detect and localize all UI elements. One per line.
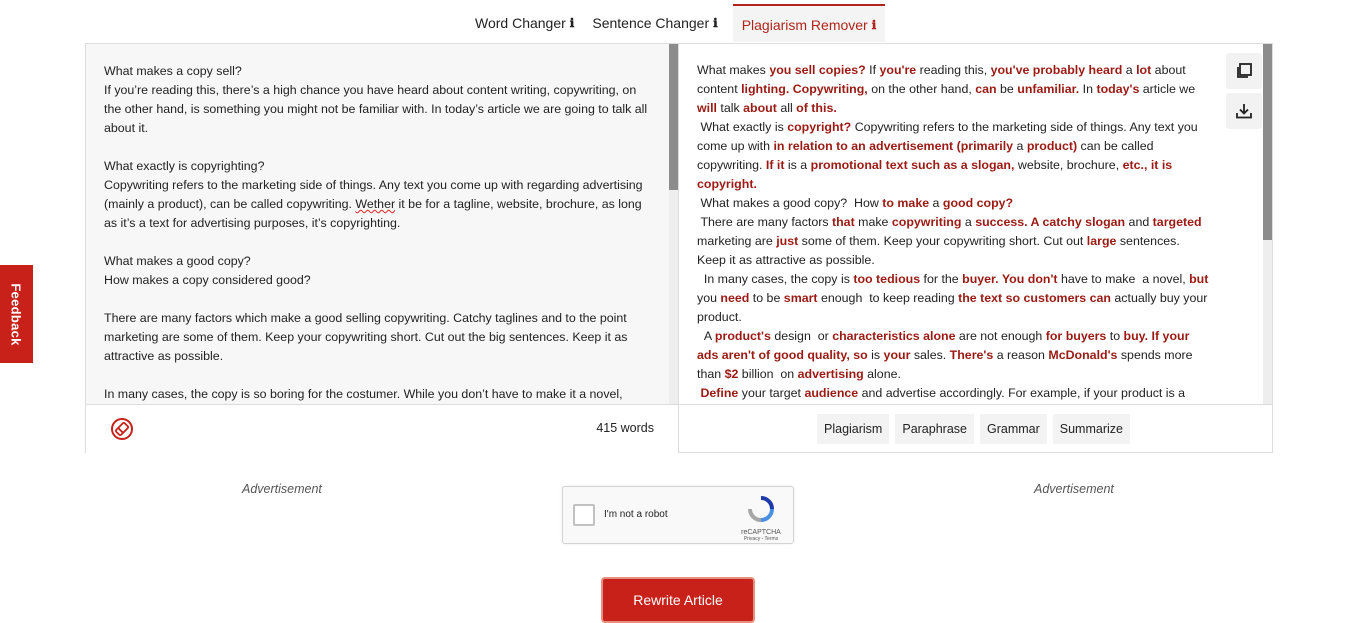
output-text: to — [1106, 329, 1124, 343]
recaptcha-icon — [747, 495, 775, 523]
output-text: is — [867, 348, 884, 362]
input-text: What makes a copy sell? — [104, 64, 242, 78]
output-text: sales. — [910, 348, 950, 362]
tool-buttons — [817, 414, 1130, 444]
rewritten-phrase[interactable]: buy. If your ads aren't of good quality, so — [697, 329, 1193, 362]
recaptcha-label: I'm not a robot — [604, 509, 668, 520]
rewritten-phrase[interactable]: need — [720, 291, 750, 305]
rewritten-phrase[interactable]: good copy? — [942, 196, 1014, 210]
output-text: to be — [749, 291, 784, 305]
input-text: it be for a tagline, website, brochure, as long as it’s a text for advertising purposes, it’s copyrighting. — [104, 197, 642, 230]
recaptcha-logo — [737, 495, 785, 542]
summarize-button[interactable]: Summarize — [1053, 414, 1130, 444]
rewritten-phrase[interactable]: audience — [804, 386, 859, 400]
rewritten-phrase[interactable]: copyright? — [787, 120, 852, 134]
output-text: marketing are — [697, 215, 1206, 248]
download-icon — [1235, 102, 1253, 120]
eraser-icon[interactable] — [108, 415, 136, 443]
output-paragraph — [697, 118, 1210, 194]
spelling-error[interactable]: Wether — [355, 197, 396, 211]
rewritten-phrase[interactable]: your — [883, 348, 911, 362]
output-text: are not enough — [955, 329, 1046, 343]
input-paragraph: There are many factors which make a good selling copywriting. Catchy taglines and to the point marketing are some of them. Keep your copywriting short. Cut out the big sentences. Keep it as attractive as possible. — [104, 311, 628, 363]
rewritten-phrase[interactable]: product) — [1026, 139, 1078, 153]
output-text: What makes — [697, 63, 770, 77]
output-text: article we — [1139, 82, 1199, 96]
output-text: enough to keep reading — [817, 291, 959, 305]
rewritten-phrase[interactable]: targeted — [1152, 215, 1202, 229]
output-footer — [679, 404, 1272, 454]
recaptcha-widget — [562, 486, 794, 544]
output-text: If — [865, 63, 880, 77]
feedback-label: Feedback — [9, 282, 24, 346]
download-button[interactable] — [1226, 93, 1262, 129]
rewritten-phrase[interactable]: product's — [714, 329, 771, 343]
output-text: In — [1079, 82, 1097, 96]
input-paragraph — [104, 157, 648, 233]
output-text: for the — [920, 272, 963, 286]
input-paragraph — [104, 252, 648, 290]
rewritten-phrase[interactable]: If it — [765, 158, 785, 172]
output-text: about content — [697, 63, 1190, 96]
word-count: 415 words — [596, 421, 654, 435]
info-icon: ℹ — [871, 18, 877, 32]
mode-tabs — [466, 4, 885, 42]
rewritten-phrase[interactable]: Define — [700, 386, 739, 400]
output-paragraph — [697, 213, 1210, 270]
rewritten-phrase[interactable]: in relation to an advertisement (primarily — [773, 139, 1014, 153]
input-panel — [85, 43, 679, 453]
rewritten-phrase[interactable]: copywriting — [891, 215, 962, 229]
tab-label: Word Changer — [475, 15, 566, 31]
output-text: A — [697, 329, 715, 343]
output-text: alone. — [863, 367, 901, 381]
rewritten-phrase[interactable]: characteristics alone — [832, 329, 956, 343]
output-text: and advertise accordingly. For example, if your product is a — [858, 386, 1186, 400]
output-text: actually buy your product. — [697, 291, 1211, 324]
paraphrase-button[interactable]: Paraphrase — [895, 414, 974, 444]
rewritten-phrase[interactable]: smart — [783, 291, 818, 305]
rewritten-phrase[interactable]: promotional text such as a slogan, — [810, 158, 1015, 172]
rewritten-phrase[interactable]: for buyers — [1045, 329, 1107, 343]
tab-word-changer[interactable] — [466, 4, 583, 42]
rewritten-phrase[interactable]: about — [743, 101, 777, 115]
feedback-button[interactable] — [0, 265, 33, 363]
rewritten-phrase[interactable]: etc., it is copyright. — [697, 158, 1176, 191]
input-text: What exactly is copyrighting? — [104, 159, 265, 173]
output-text: can be called copywriting. — [697, 139, 1158, 172]
input-paragraph: In many cases, the copy is so boring for the costumer. While you don’t have to make it a novel, — [104, 387, 623, 401]
output-text: a — [1013, 139, 1027, 153]
info-icon: ℹ — [569, 16, 575, 30]
output-text: What exactly is — [697, 120, 788, 134]
rewritten-phrase[interactable]: to make — [882, 196, 930, 210]
output-text: spends more than — [697, 348, 1196, 381]
tab-label: Sentence Changer — [592, 15, 710, 31]
input-text: How makes a copy considered good? — [104, 273, 311, 287]
output-text: you — [697, 272, 1212, 305]
rewritten-phrase[interactable]: advertising — [797, 367, 864, 381]
output-paragraph — [697, 270, 1210, 327]
rewritten-phrase[interactable]: of this. — [796, 101, 837, 115]
output-text: reading this, — [916, 63, 991, 77]
rewritten-phrase[interactable]: There's — [949, 348, 994, 362]
output-text: billion on — [738, 367, 798, 381]
recaptcha-checkbox[interactable] — [573, 504, 595, 526]
output-text: design or — [770, 329, 833, 343]
rewritten-phrase[interactable]: too tedious — [853, 272, 921, 286]
rewritten-phrase[interactable]: but — [1189, 272, 1209, 286]
output-text: some of them. Keep your copywriting short. Cut out — [798, 234, 1087, 248]
rewritten-phrase[interactable]: you're — [879, 63, 917, 77]
output-text: talk — [716, 101, 744, 115]
output-text: make — [854, 215, 892, 229]
tab-sentence-changer[interactable] — [583, 4, 726, 42]
output-text: a — [1122, 63, 1137, 77]
rewrite-article-button[interactable]: Rewrite Article — [601, 577, 755, 623]
output-text: sentences. Keep it as attractive as possible. — [697, 234, 1184, 267]
copy-icon — [1235, 62, 1253, 80]
rewritten-phrase[interactable]: lot — [1136, 63, 1152, 77]
output-text: have to make a novel, — [1057, 272, 1190, 286]
output-text: all — [776, 101, 797, 115]
rewritten-phrase[interactable]: lighting. — [741, 82, 790, 96]
tab-plagiarism-remover[interactable] — [733, 4, 886, 42]
output-text: your target — [738, 386, 805, 400]
rewritten-phrase[interactable]: today's — [1096, 82, 1140, 96]
output-paragraph — [697, 61, 1210, 118]
output-text: and — [1125, 215, 1153, 229]
recaptcha-brand: reCAPTCHA — [741, 529, 781, 536]
output-text: a reason — [993, 348, 1049, 362]
input-footer — [86, 404, 678, 454]
rewritten-phrase[interactable]: just — [776, 234, 799, 248]
scrollbar-thumb[interactable] — [669, 44, 678, 190]
rewritten-phrase[interactable]: you've probably heard — [990, 63, 1123, 77]
input-textarea[interactable] — [86, 44, 678, 404]
output-paragraph — [697, 384, 1210, 403]
rewritten-phrase[interactable]: you sell copies? — [769, 63, 866, 77]
output-panel — [678, 43, 1273, 453]
rewritten-phrase[interactable]: success. A catchy slogan — [975, 215, 1126, 229]
rewritten-phrase[interactable]: the text so customers can — [958, 291, 1111, 305]
plagiarism-button[interactable]: Plagiarism — [817, 414, 889, 444]
input-scrollbar[interactable] — [669, 44, 678, 404]
input-paragraph — [104, 62, 648, 138]
scrollbar-thumb[interactable] — [1263, 44, 1272, 240]
output-paragraph — [697, 194, 1210, 213]
output-text: a — [929, 196, 943, 210]
tab-label: Plagiarism Remover — [741, 17, 868, 33]
rewritten-phrase[interactable]: unfamiliar. — [1017, 82, 1080, 96]
output-text: be — [996, 82, 1018, 96]
output-paragraph — [697, 327, 1210, 384]
info-icon: ℹ — [713, 16, 718, 30]
rewritten-phrase[interactable]: buyer. You don't — [962, 272, 1058, 286]
rewritten-phrase[interactable]: large — [1086, 234, 1117, 248]
input-text: What makes a good copy? — [104, 254, 251, 268]
output-text: Copywriting refers to the marketing side of things. Any text you come up with — [697, 120, 1202, 153]
output-text: a — [961, 215, 976, 229]
output-text: In many cases, the copy is — [697, 272, 854, 286]
recaptcha-legal[interactable]: Privacy - Terms — [743, 536, 779, 542]
output-textarea[interactable] — [679, 44, 1272, 404]
rewritten-phrase[interactable]: McDonald's — [1048, 348, 1118, 362]
rewritten-phrase[interactable]: that — [831, 215, 855, 229]
advertisement-label: Advertisement — [242, 482, 322, 496]
copy-button[interactable] — [1226, 53, 1262, 89]
output-text: is a — [784, 158, 811, 172]
grammar-button[interactable]: Grammar — [980, 414, 1047, 444]
rewritten-phrase[interactable]: $2 — [724, 367, 739, 381]
input-text: Copywriting refers to the marketing side of things. Any text you come up with regarding advertising (mainly a product), can be called copywriting. — [104, 178, 643, 211]
rewritten-phrase[interactable]: can — [975, 82, 997, 96]
rewritten-phrase[interactable]: will — [697, 101, 717, 115]
output-scrollbar[interactable] — [1263, 44, 1272, 404]
input-text: If you’re reading this, there’s a high chance you have heard about content writing, copywriting, on the other hand, is something you might not be familiar with. In today’s article we are going to talk all about it. — [104, 83, 648, 135]
rewritten-phrase[interactable]: Copywriting, — [792, 82, 868, 96]
output-text: website, brochure, — [1014, 158, 1123, 172]
output-text: There are many factors — [697, 215, 832, 229]
output-text: What makes a good copy? How — [697, 196, 883, 210]
advertisement-label: Advertisement — [1034, 482, 1114, 496]
output-text: on the other hand, — [867, 82, 976, 96]
